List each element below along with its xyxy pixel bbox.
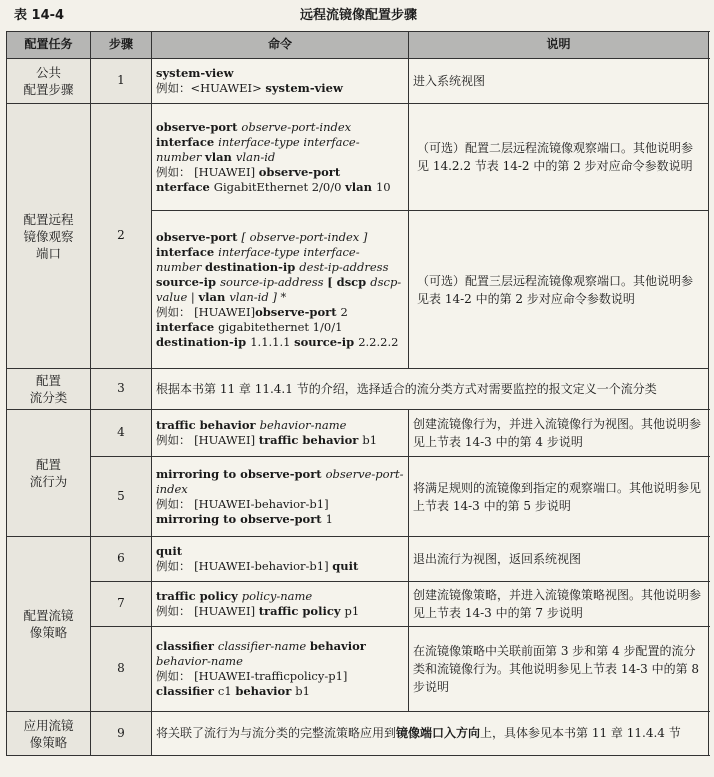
task-cell [7,59,91,104]
header-command: 命令 [152,32,409,59]
command-example: 例如： [HUAWEI]observe-port 2 interface gigabitethernet 1/0/1 destination-ip 1.1.1.1 source-ip 2.2.2.2 [156,304,399,349]
description-cell: （可选）配置二层远程流镜像观察端口。其他说明参见 14.2.2 节表 14-2 中的第 2 步对应命令参数说明 [409,104,709,211]
task-cell [7,104,91,369]
command-cell [152,104,409,211]
task-text: 公共 配置步骤 [23,65,74,97]
step-cell: 7 [91,582,152,627]
task-text: 应用流镜 像策略 [23,717,74,750]
description-cell: 在流镜像策略中关联前面第 3 步和第 4 步配置的流分类和流镜像行为。其他说明参见上节表 14-3 中的第 8 步说明 [409,627,709,712]
merged-description-cell: 根据本书第 11 章 11.4.1 节的介绍，选择适合的流分类方式对需要监控的报文定义一个流分类 [152,369,709,410]
step-cell: 4 [91,410,152,457]
task-cell [7,712,91,756]
description-cell: 创建流镜像策略，并进入流镜像策略视图。其他说明参见上节表 14-3 中的第 7 步说明 [409,582,709,627]
command-cell [152,627,409,712]
command-syntax: traffic behavior behavior-name [156,418,347,432]
merged-description-cell: 将关联了流行为与流分类的完整流策略应用到镜像端口入方向上，具体参见本书第 11 章 11.4.4 节 [152,712,709,756]
task-text: 配置远程 镜像观察 端口 [23,211,74,261]
description-cell: 进入系统视图 [409,59,709,104]
task-text: 配置 流分类 [29,373,68,405]
table-row [7,627,709,712]
command-syntax: classifier classifier-name behavior behavior-name [156,639,366,668]
table-row [7,369,709,410]
table-row [7,410,709,457]
command-example: 例如： [HUAWEI-behavior-b1] mirroring to observe-port 1 [156,496,333,526]
task-cell [7,537,91,712]
command-syntax: observe-port [ observe-port-index ] interface interface-type interface-number destination-ip dest-ip-address source-ip source-ip-address [ dscp dscp-value | vlan vlan-id ] * [156,229,402,304]
config-steps-table [6,31,709,756]
command-example: 例如： [HUAWEI-trafficpolicy-p1] classifier c1 behavior b1 [156,669,348,698]
step-cell: 9 [91,712,152,756]
task-cell [7,410,91,537]
command-syntax: observe-port observe-port-index interface interface-type interface-number vlan vlan-id [156,119,360,164]
command-example: 例如： [HUAWEI] observe-port nterface GigabitEthernet 2/0/0 vlan 10 [156,164,391,194]
step-cell: 2 [91,104,152,369]
description-cell: （可选）配置三层远程流镜像观察端口。其他说明参见表 14-2 中的第 2 步对应命令参数说明 [409,211,709,369]
step-cell: 3 [91,369,152,410]
table-title: 远程流镜像配置步骤 [300,8,418,23]
table-row [7,104,709,211]
command-example: 例如： [HUAWEI] traffic policy p1 [156,604,360,618]
step-cell: 1 [91,59,152,104]
header-task: 配置任务 [7,32,91,59]
command-syntax: quit [156,544,183,558]
command-syntax: mirroring to observe-port observe-port-index [156,466,404,496]
header-step: 步骤 [91,32,152,59]
command-cell [152,537,409,582]
description-cell: 将满足规则的流镜像到指定的观察端口。其他说明参见上节表 14-3 中的第 5 步说明 [409,457,709,537]
command-example: 例如：<HUAWEI> system-view [156,81,343,95]
command-cell [152,59,409,104]
command-syntax: traffic policy policy-name [156,589,313,603]
table-number: 表 14-4 [14,8,65,23]
task-cell [7,369,91,410]
task-text: 配置 流行为 [29,457,68,489]
step-cell: 8 [91,627,152,712]
command-cell [152,457,409,537]
command-syntax: system-view [156,66,234,80]
table-row [7,712,709,756]
command-cell [152,582,409,627]
table-caption [0,0,714,32]
table-row [7,582,709,627]
command-cell [152,410,409,457]
header-description: 说明 [409,32,709,59]
step-cell: 6 [91,537,152,582]
task-text: 配置流镜 像策略 [23,608,74,640]
command-example: 例如： [HUAWEI] traffic behavior b1 [156,433,378,447]
description-cell: 创建流镜像行为，并进入流镜像行为视图。其他说明参见上节表 14-3 中的第 4 步说明 [409,410,709,457]
table-row [7,457,709,537]
step-cell: 5 [91,457,152,537]
description-cell: 退出流行为视图，返回系统视图 [409,537,709,582]
header-row [7,32,709,59]
table-row [7,537,709,582]
command-cell [152,211,409,369]
table-row [7,59,709,104]
command-example: 例如： [HUAWEI-behavior-b1] quit [156,559,359,573]
